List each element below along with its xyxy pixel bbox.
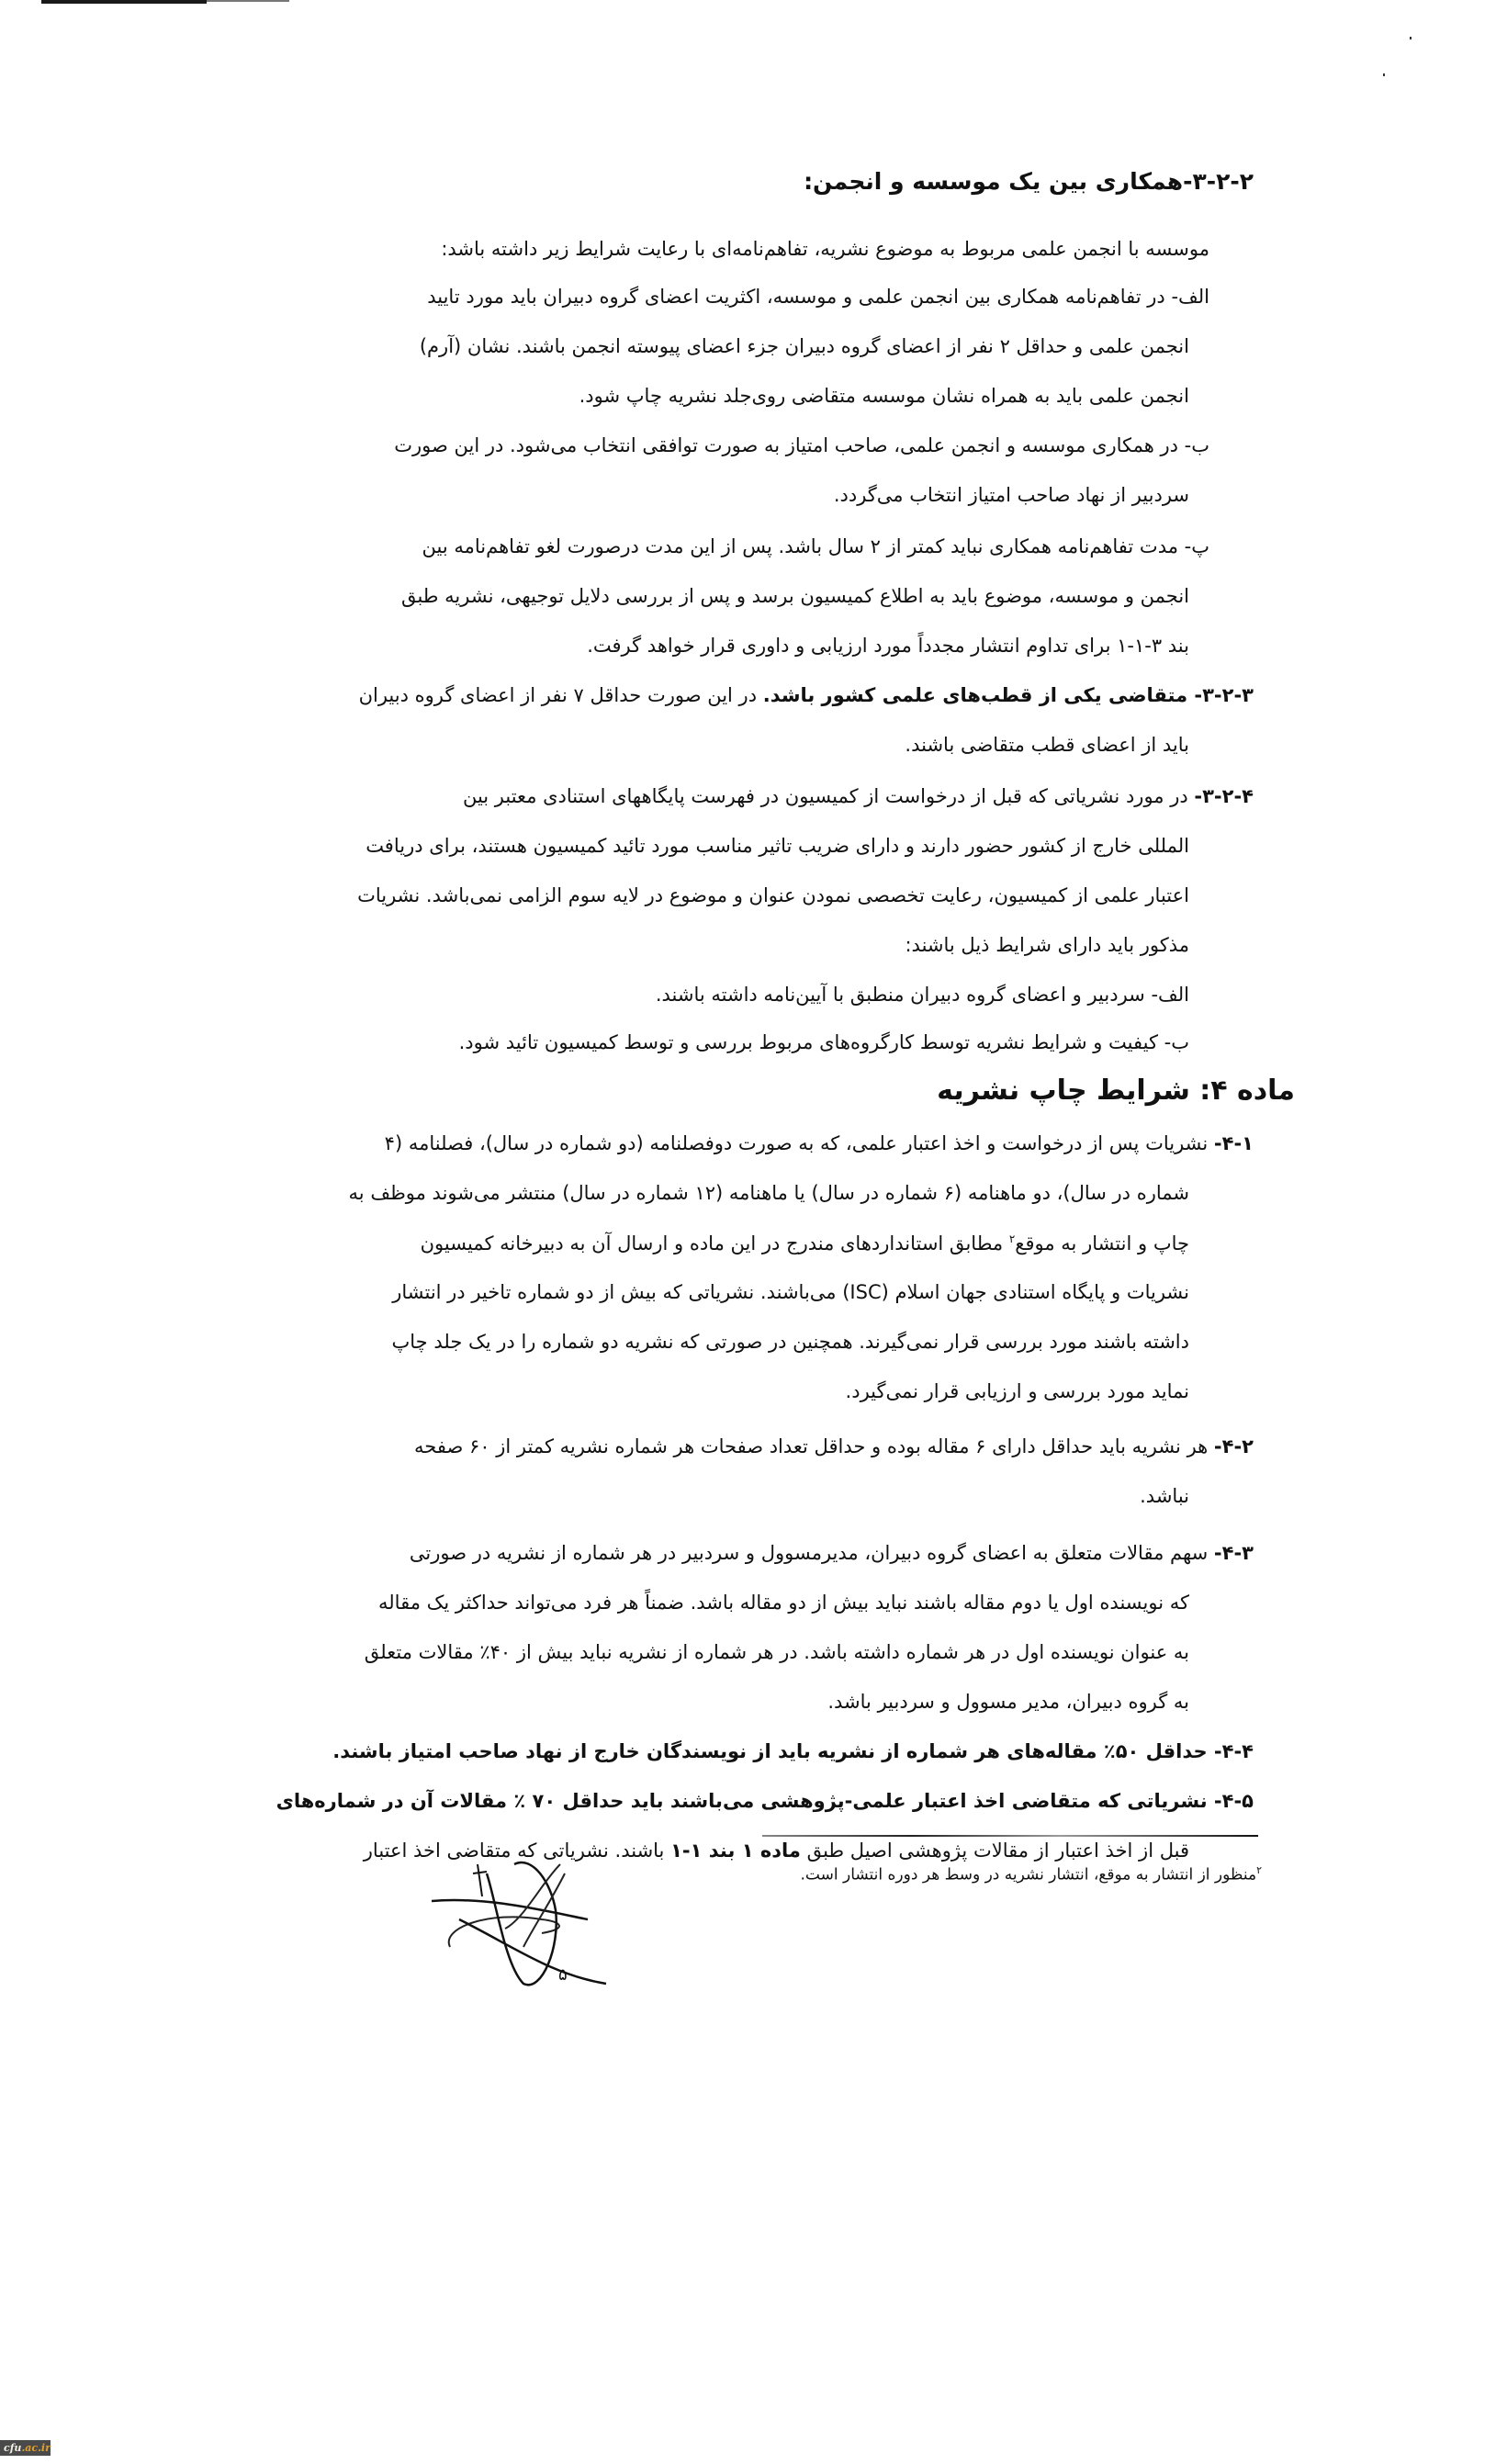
clause-4-2 <box>414 1437 1254 1457</box>
footnote-reference[interactable]: ۲ <box>1008 1232 1016 1245</box>
watermark-text: cfu <box>4 2442 22 2454</box>
list-item-be: ب- کیفیت و شرایط نشریه توسط کارگروه‌های مربوط بررسی و توسط کمیسیون تائید شود. <box>458 1031 1189 1053</box>
clause-label: ۴-۴- <box>1213 1740 1254 1762</box>
clause-text: مطابق استانداردهای مندرج در این ماده و ارسال آن به دبیرخانه کمیسیون <box>420 1232 1009 1255</box>
clause-4-5 <box>276 1792 1254 1811</box>
paragraph-line: سردبیر از نهاد صاحب امتیاز انتخاب می‌گردد. <box>833 484 1189 506</box>
paragraph-line: موسسه با انجمن علمی مربوط به موضوع نشریه، تفاهم‌نامه‌ای با رعایت شرایط زیر داشته باشد: <box>441 238 1209 260</box>
list-item-alef: الف- سردبیر و اعضای گروه دبیران منطبق با آیین‌نامه داشته باشند. <box>655 984 1189 1006</box>
paragraph-line: اعتبار علمی از کمیسیون، رعایت تخصصی نمودن عنوان و موضوع در لایه سوم الزامی نمی‌باشد. نشریات <box>357 884 1189 906</box>
section-heading: ۳-۲-۲-همکاری بین یک موسسه و انجمن: <box>804 168 1254 195</box>
footnote <box>801 1864 1262 1885</box>
clause-4-4 <box>332 1742 1254 1761</box>
clause-text: نشریات پس از درخواست و اخذ اعتبار علمی، که به صورت دوفصلنامه (دو شماره در سال)، فصلنامه (۴ <box>384 1132 1214 1154</box>
page-number: ۵ <box>558 1965 568 1985</box>
scan-speck <box>1383 73 1385 76</box>
paragraph-line: انجمن علمی باید به همراه نشان موسسه متقاضی روی‌جلد نشریه چاپ شود. <box>579 385 1189 407</box>
clause-label: ۳-۲-۴- <box>1194 785 1254 807</box>
clause-text: در این صورت حداقل ۷ نفر از اعضای گروه دبیران <box>358 684 763 706</box>
paragraph-line: انجمن و موسسه، موضوع باید به اطلاع کمیسیون برسد و پس از بررسی دلایل توجیهی، نشریه طبق <box>400 585 1189 607</box>
paragraph-line: انجمن علمی و حداقل ۲ نفر از اعضای گروه دبیران جزء اعضای پیوسته انجمن باشند. نشان (آرم) <box>419 335 1189 357</box>
paragraph-line: مذکور باید دارای شرایط ذیل باشند: <box>905 934 1189 956</box>
footnote-marker: ۲ <box>1256 1864 1262 1876</box>
signature-icon <box>432 1846 615 2002</box>
clause-text: قبل از اخذ اعتبار از مقالات پژوهشی اصیل طبق <box>800 1840 1189 1862</box>
clause-4-1 <box>385 1134 1254 1153</box>
paragraph-line: شماره در سال)، دو ماهنامه (۶ شماره در سال) یا ماهنامه (۱۲ شماره در سال) منتشر می‌شوند موظف به <box>348 1182 1189 1204</box>
list-item-alef: الف- در تفاهم‌نامه همکاری بین انجمن علمی و موسسه، اکثریت اعضای گروه دبیران باید مورد تایید <box>427 286 1209 308</box>
section-3-2-4 <box>463 787 1254 806</box>
section-3-2-3 <box>359 686 1254 705</box>
clause-label: ۴-۱- <box>1213 1132 1254 1154</box>
article-heading: ماده ۴: شرایط چاپ نشریه <box>937 1074 1295 1107</box>
clause-text: سهم مقالات متعلق به اعضای گروه دبیران، مدیرمسوول و سردبیر در هر شماره از نشریه در صورتی <box>409 1542 1214 1564</box>
paragraph-line: باید از اعضای قطب متقاضی باشند. <box>905 734 1189 756</box>
scan-artifact <box>207 0 289 2</box>
clause-label: ۳-۲-۳- متقاضی یکی از قطب‌های علمی کشور باشد. <box>762 684 1254 706</box>
paragraph-line: که نویسنده اول یا دوم مقاله باشند نباید بیش از دو مقاله باشد. ضمناً هر فرد می‌تواند حداکثر یک مقاله <box>378 1592 1189 1614</box>
paragraph-line: به عنوان نویسنده اول در هر شماره داشته باشد. در هر شماره از نشریه نباید بیش از ۴۰٪ مقالات متعلق <box>364 1641 1189 1663</box>
clause-label: ۴-۵- <box>1213 1790 1254 1812</box>
paragraph-line <box>421 1233 1189 1254</box>
scan-speck <box>1410 37 1412 39</box>
list-item-be: ب- در همکاری موسسه و انجمن علمی، صاحب امتیاز به صورت توافقی انتخاب می‌شود. در این صورت <box>394 434 1209 456</box>
footnote-divider <box>762 1835 1258 1837</box>
clause-text: نشریاتی که متقاضی اخذ اعتبار علمی-پژوهشی می‌باشند باید حداقل ۷۰ ٪ مقالات آن در شماره‌های <box>276 1790 1214 1812</box>
footnote-text: منظور از انتشار به موقع، انتشار نشریه در وسط هر دوره انتشار است. <box>800 1865 1257 1885</box>
list-item-pe: پ- مدت تفاهم‌نامه همکاری نباید کمتر از ۲ سال باشد. پس از این مدت درصورت لغو تفاهم‌نامه بین <box>422 535 1209 557</box>
paragraph-line: به گروه دبیران، مدیر مسوول و سردبیر باشد. <box>827 1691 1189 1713</box>
paragraph-line: بند ۳-۱-۱ برای تداوم انتشار مجدداً مورد ارزیابی و داوری قرار خواهد گرفت. <box>587 635 1189 657</box>
clause-text: هر نشریه باید حداقل دارای ۶ مقاله بوده و حداقل تعداد صفحات هر شماره نشریه کمتر از ۶۰ صفحه <box>414 1435 1214 1457</box>
site-watermark <box>0 2440 51 2456</box>
cross-reference: ماده ۱ بند ۱-۱ <box>670 1840 801 1862</box>
clause-4-3 <box>410 1544 1254 1563</box>
clause-text: حداقل ۵۰٪ مقاله‌های هر شماره از نشریه باید از نویسندگان خارج از نهاد صاحب امتیاز باشند. <box>332 1740 1214 1762</box>
clause-text: چاپ و انتشار به موقع <box>1015 1232 1189 1255</box>
clause-text: باشند. نشریاتی که متقاضی اخذ اعتبار <box>363 1840 671 1862</box>
paragraph-line: داشته باشند مورد بررسی قرار نمی‌گیرند. همچنین در صورتی که نشریه دو شماره را در یک جلد چاپ <box>391 1331 1189 1353</box>
clause-text: در مورد نشریاتی که قبل از درخواست از کمیسیون در فهرست پایگاههای استنادی معتبر بین <box>462 785 1195 807</box>
paragraph-line: نماید مورد بررسی و ارزیابی قرار نمی‌گیرد. <box>845 1380 1189 1402</box>
clause-label: ۴-۳- <box>1213 1542 1254 1564</box>
scan-artifact <box>41 0 207 4</box>
paragraph-line: نباشد. <box>1140 1485 1189 1507</box>
paragraph-line: المللی خارج از کشور حضور دارند و دارای ضریب تاثیر مناسب مورد تائید کمیسیون هستند، برای دریافت <box>366 835 1189 857</box>
watermark-domain: .ac.ir <box>21 2442 51 2454</box>
clause-label: ۴-۲- <box>1213 1435 1254 1457</box>
paragraph-line: نشریات و پایگاه استنادی جهان اسلام (ISC) می‌باشند. نشریاتی که بیش از دو شماره تاخیر در انتشار <box>392 1281 1189 1303</box>
